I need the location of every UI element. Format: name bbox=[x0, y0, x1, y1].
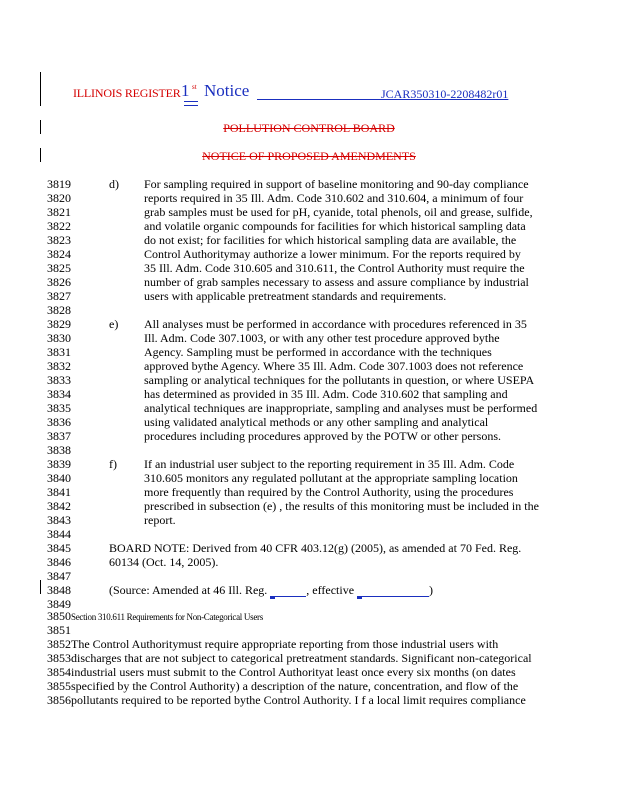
board-note: 60134 (Oct. 14, 2005). bbox=[109, 555, 219, 569]
text-line: procedures including procedures approved by the POTW or other persons. bbox=[144, 429, 502, 443]
text-line: report. bbox=[144, 513, 176, 527]
text-line: For sampling required in support of baseline monitoring and 90-day compliance bbox=[144, 177, 529, 191]
source-text: ) bbox=[429, 583, 434, 597]
text-line: All analyses must be performed in accordance with procedures referenced in 35 bbox=[144, 317, 527, 331]
text-line: reports required in 35 Ill. Adm. Code 310.602 and 310.604, a minimum of four bbox=[144, 191, 524, 205]
item-letter: f) bbox=[109, 457, 117, 471]
line-number: 3846 bbox=[47, 555, 71, 569]
text-line: using validated analytical methods or any other sampling and analytical bbox=[144, 415, 489, 429]
jcar-code: JCAR350310-2208482r01 bbox=[381, 87, 509, 101]
board-note: BOARD NOTE: Derived from 40 CFR 403.12(g) (2005), as amended at 70 Fed. Reg. bbox=[109, 541, 522, 555]
line-number: 3834 bbox=[47, 387, 71, 401]
page-number: 1 bbox=[181, 81, 190, 100]
line-number: 3829 bbox=[47, 317, 71, 331]
change-bar bbox=[40, 72, 41, 106]
line-number: 3840 bbox=[47, 471, 71, 485]
text-line: If an industrial user subject to the reporting requirement in 35 Ill. Adm. Code bbox=[144, 457, 515, 471]
text-line: has determined as provided in 35 Ill. Adm. Code 310.602 that sampling and bbox=[144, 387, 508, 401]
text-line: prescribed in subsection (e) , the results of this monitoring must be included in the bbox=[144, 499, 539, 513]
text-line: 310.605 monitors any regulated pollutant at the appropriate sampling location bbox=[144, 471, 518, 485]
text-line: discharges that are not subject to categorical pretreatment standards. Significant non-categorical bbox=[71, 651, 532, 665]
notice-label: Notice bbox=[204, 81, 250, 100]
blank-mark bbox=[270, 597, 275, 599]
section-heading: Section 310.611 Requirements for Non-Categorical Users bbox=[71, 612, 263, 622]
text-line: The Control Authoritymust require appropriate reporting from those industrial users with bbox=[71, 637, 499, 651]
line-number: 3837 bbox=[47, 429, 71, 443]
line-number: 3845 bbox=[47, 541, 71, 555]
date-blank bbox=[357, 585, 429, 597]
text-line: grab samples must be used for pH, cyanide, total phenols, oil and grease, sulfide, bbox=[144, 205, 533, 219]
line-number: 3827 bbox=[47, 289, 71, 303]
text-line: Control Authoritymay authorize a lower minimum. For the reports required by bbox=[144, 247, 521, 261]
line-number: 3854 bbox=[47, 665, 71, 679]
body-line bbox=[47, 637, 498, 651]
line-number: 3825 bbox=[47, 261, 71, 275]
notice-title: NOTICE OF PROPOSED AMENDMENTS bbox=[202, 149, 416, 163]
change-bar bbox=[40, 580, 41, 594]
text-line: do not exist; for facilities for which historical sampling data are available, the bbox=[144, 233, 517, 247]
line-number: 3855 bbox=[47, 679, 71, 693]
header-mark bbox=[184, 105, 198, 106]
line-number: 3820 bbox=[47, 191, 71, 205]
line-number: 3842 bbox=[47, 499, 71, 513]
text-line: industrial users must submit to the Control Authorityat least once every six months (on dates bbox=[71, 665, 516, 679]
text-line: 35 Ill. Adm. Code 310.605 and 310.611, the Control Authority must require the bbox=[144, 261, 525, 275]
blank-mark bbox=[357, 597, 362, 599]
line-number: 3847 bbox=[47, 569, 71, 583]
source-text: , effective bbox=[306, 583, 358, 597]
text-line: more frequently than required by the Control Authority, using the procedures bbox=[144, 485, 514, 499]
text-line: Ill. Adm. Code 307.1003, or with any other test procedure approved bythe bbox=[144, 331, 500, 345]
line-number: 3844 bbox=[47, 527, 71, 541]
source-text: (Source: Amended at 46 Ill. Reg. bbox=[109, 583, 271, 597]
line-number: 3852 bbox=[47, 637, 71, 651]
item-letter: e) bbox=[109, 317, 119, 331]
text-line: approved bythe Agency. Where 35 Ill. Adm. Code 307.1003 does not reference bbox=[144, 359, 524, 373]
line-number: 3838 bbox=[47, 443, 71, 457]
body-line bbox=[47, 665, 516, 679]
line-number: 3856 bbox=[47, 693, 71, 707]
line-number: 3841 bbox=[47, 485, 71, 499]
line-number: 3824 bbox=[47, 247, 71, 261]
text-line: number of grab samples necessary to assess and assure compliance by industrial bbox=[144, 275, 529, 289]
line-number: 3843 bbox=[47, 513, 71, 527]
line-number: 3821 bbox=[47, 205, 71, 219]
line-number: 3832 bbox=[47, 359, 71, 373]
text-line: sampling or analytical techniques for the pollutants in question, or where USEPA bbox=[144, 373, 535, 387]
section-line bbox=[47, 609, 263, 624]
line-number: 3850 bbox=[47, 609, 71, 623]
register-title: ILLINOIS REGISTER bbox=[73, 86, 181, 100]
line-number: 3833 bbox=[47, 373, 71, 387]
text-line: Agency. Sampling must be performed in accordance with the techniques bbox=[144, 345, 492, 359]
line-number: 3831 bbox=[47, 345, 71, 359]
line-number: 3836 bbox=[47, 415, 71, 429]
line-number: 3835 bbox=[47, 401, 71, 415]
text-line: and volatile organic compounds for facilities for which historical sampling data bbox=[144, 219, 526, 233]
board-title: POLLUTION CONTROL BOARD bbox=[223, 121, 395, 135]
line-number: 3853 bbox=[47, 651, 71, 665]
line-number: 3848 bbox=[47, 583, 71, 597]
line-number: 3849 bbox=[47, 597, 71, 611]
text-line: pollutants required to be reported bythe Control Authority. I f a local limit requires compliance bbox=[71, 693, 526, 707]
line-number: 3819 bbox=[47, 177, 71, 191]
line-number: 3823 bbox=[47, 233, 71, 247]
line-number: 3830 bbox=[47, 331, 71, 345]
body-line bbox=[47, 693, 526, 707]
body-line bbox=[47, 651, 532, 665]
line-number: 3839 bbox=[47, 457, 71, 471]
line-number: 3822 bbox=[47, 219, 71, 233]
text-line: specified by the Control Authority) a description of the nature, concentration, and flow of the bbox=[71, 679, 519, 693]
reg-blank bbox=[270, 585, 306, 597]
header-mark bbox=[184, 101, 198, 102]
text-line: users with applicable pretreatment standards and requirements. bbox=[144, 289, 447, 303]
body-line bbox=[47, 679, 518, 693]
line-number: 3851 bbox=[47, 623, 71, 637]
source-note bbox=[109, 583, 433, 597]
line-number: 3828 bbox=[47, 303, 71, 317]
text-line: analytical techniques are inappropriate, sampling and analyses must be performed bbox=[144, 401, 538, 415]
line-number: 3826 bbox=[47, 275, 71, 289]
page-number-suffix: st bbox=[192, 83, 197, 91]
item-letter: d) bbox=[109, 177, 119, 191]
